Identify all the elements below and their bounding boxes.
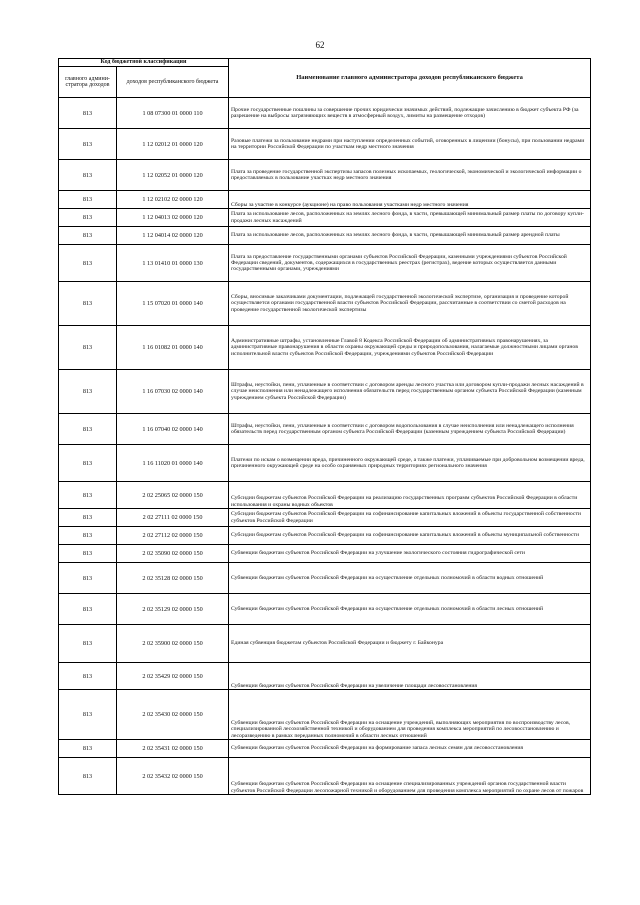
income-code-cell: 1 12 04014 02 0000 120 [117,227,229,245]
table-row [59,209,591,227]
header-code-column: доходов республиканского бюджета [117,67,229,98]
table-row [59,326,591,370]
table-row [59,414,591,445]
table-row [59,160,591,191]
income-name-cell: Разовые платежи за пользование недрами при наступлении определенных событий, оговоренных в лицензии (бонусы), при пользовании недрами на территории Российской Федерации по участкам недр местного значения [229,129,591,160]
income-code-cell: 1 15 07020 01 0000 140 [117,282,229,326]
admin-code-cell: 813 [59,663,117,690]
income-code-cell: 2 02 35129 02 0000 150 [117,594,229,625]
income-code-cell: 1 12 04013 02 0000 120 [117,209,229,227]
admin-code-cell: 813 [59,370,117,414]
income-code-cell: 2 02 35128 02 0000 150 [117,563,229,594]
table-row [59,509,591,527]
budget-classification-table [58,58,591,795]
table-row [59,740,591,758]
table-row [59,98,591,129]
table-row [59,445,591,482]
admin-code-cell: 813 [59,209,117,227]
income-code-cell: 2 02 35430 02 0000 150 [117,690,229,740]
income-name-cell: Единая субвенция бюджетам субъектов Российской Федерации и бюджету г. Байконура [229,625,591,663]
table-row [59,663,591,690]
table-row [59,191,591,209]
admin-code-cell: 813 [59,527,117,545]
admin-code-cell: 813 [59,160,117,191]
income-code-cell: 2 02 35900 02 0000 150 [117,625,229,663]
income-code-cell: 1 12 02052 01 0000 120 [117,160,229,191]
income-code-cell: 1 13 01410 01 0000 130 [117,245,229,282]
income-name-cell: Плата за использование лесов, расположенных на землях лесного фонда, в части, превышающей минимальный размер арендной платы [229,227,591,245]
admin-code-cell: 813 [59,326,117,370]
income-code-cell: 1 12 02012 01 0000 120 [117,129,229,160]
admin-code-cell: 813 [59,98,117,129]
admin-code-cell: 813 [59,563,117,594]
table-row [59,625,591,663]
income-name-cell: Платежи по искам о возмещении вреда, причиненного окружающей среде, а также платежи, уплачиваемые при добровольном возмещении вреда, причиненного окружающей среде на особо охраняемых природных территориях регионального значения [229,445,591,482]
table-row [59,370,591,414]
income-name-cell: Штрафы, неустойки, пени, уплаченные в соответствии с договором аренды лесного участка или договором купли-продажи лесных насаждений в случае неисполнения или ненадлежащего исполнения обязательств перед государственным органом субъекта Российской Федерации (казенным учреждением субъекта Российской Федерации) [229,370,591,414]
admin-code-cell: 813 [59,594,117,625]
income-name-cell: Плата за предоставление государственными органами субъектов Российской Федерации, казенными учреждениями субъектов Российской Федерации сведений, документов, содержащихся в государственных реестрах (регистрах), ведение которых осуществляется данными государственными органами, учреждениями [229,245,591,282]
table-row [59,227,591,245]
income-code-cell: 2 02 27111 02 0000 150 [117,509,229,527]
page-number: 62 [315,40,325,50]
income-name-cell: Субсидии бюджетам субъектов Российской Федерации на софинансирование капитальных вложений в объекты государственной собственности субъектов Российской Федерации [229,509,591,527]
header-name-column: Наименование главного администратора доходов республиканского бюджета [229,59,591,98]
income-code-cell: 1 16 01082 01 0000 140 [117,326,229,370]
admin-code-cell: 813 [59,740,117,758]
table-row [59,527,591,545]
admin-code-cell: 813 [59,129,117,160]
income-code-cell: 2 02 35429 02 0000 150 [117,663,229,690]
table-row [59,758,591,795]
table-row [59,129,591,160]
income-code-cell: 2 02 27112 02 0000 150 [117,527,229,545]
income-name-cell: Субвенции бюджетам субъектов Российской Федерации на увеличение площади лесовосстановления [229,663,591,690]
table-row [59,690,591,740]
admin-code-cell: 813 [59,758,117,795]
income-code-cell: 2 02 35431 02 0000 150 [117,740,229,758]
admin-code-cell: 813 [59,482,117,509]
income-name-cell: Штрафы, неустойки, пени, уплаченные в соответствии с договором водопользования в случае неисполнения или ненадлежащего исполнения обязательств перед государственным органом субъекта Российской Федерации (казенным учреждением субъекта Российской Федерации) [229,414,591,445]
income-name-cell: Сборы, вносимые заказчиками документации, подлежащей государственной экологической экспертизе, организация и проведение которой осуществляется органами государственной власти субъектов Российской Федерации, рассчитанные в соответствии со сметой расходов на проведение государственной экологической экспертизы [229,282,591,326]
admin-code-cell: 813 [59,227,117,245]
income-name-cell: Субвенции бюджетам субъектов Российской Федерации на оснащение учреждений, выполняющих мероприятия по воспроизводству лесов, специализированной лесохозяйственной техникой и оборудованием для проведения комплекса мероприятий по лесовосстановлению и лесоразведению в рамках переданных полномочий в области лесных отношений [229,690,591,740]
table-row [59,482,591,509]
income-code-cell: 1 16 11020 01 0000 140 [117,445,229,482]
income-code-cell: 2 02 35432 02 0000 150 [117,758,229,795]
income-code-cell: 1 08 07300 01 0000 110 [117,98,229,129]
admin-code-cell: 813 [59,690,117,740]
income-name-cell: Субвенции бюджетам субъектов Российской Федерации на формирование запаса лесных семян для лесовосстановления [229,740,591,758]
income-name-cell: Плата за проведение государственной экспертизы запасов полезных ископаемых, геологической, экономической и экологической информации о предоставляемых в пользование участках недр местного значения [229,160,591,191]
admin-code-cell: 813 [59,625,117,663]
income-name-cell: Прочие государственные пошлины за совершение прочих юридически значимых действий, подлежащие зачислению в бюджет субъекта РФ (за разрешение на выбросы загрязняющих веществ в атмосферный воздух, лимиты на размещение отходов) [229,98,591,129]
income-name-cell: Субвенции бюджетам субъектов Российской Федерации на осуществление отдельных полномочий в области лесных отношений [229,594,591,625]
admin-code-cell: 813 [59,509,117,527]
table-row [59,282,591,326]
admin-code-cell: 813 [59,445,117,482]
table-row [59,563,591,594]
income-name-cell: Субсидии бюджетам субъектов Российской Федерации на реализацию государственных программ субъектов Российской Федерации в области использования и охраны водных объектов [229,482,591,509]
income-name-cell: Субсидии бюджетам субъектов Российской Федерации на софинансирование капитальных вложений в объекты муниципальной собственности [229,527,591,545]
income-name-cell: Сборы за участие в конкурсе (аукционе) на право пользования участками недр местного значения [229,191,591,209]
income-code-cell: 2 02 25065 02 0000 150 [117,482,229,509]
income-name-cell: Субвенции бюджетам субъектов Российской Федерации на осуществление отдельных полномочий в области водных отношений [229,563,591,594]
admin-code-cell: 813 [59,191,117,209]
income-code-cell: 1 12 02102 02 0000 120 [117,191,229,209]
income-name-cell: Субвенции бюджетам субъектов Российской Федерации на оснащение специализированных учреждений органов государственной власти субъектов Российской Федерации лесопожарной техникой и оборудованием для проведения комплекса мероприятий по охране лесов от пожаров [229,758,591,795]
income-code-cell: 2 02 35090 02 0000 150 [117,545,229,563]
income-code-cell: 1 16 07040 02 0000 140 [117,414,229,445]
header-group-title: Код бюджетной классификации [59,59,229,67]
table-row [59,545,591,563]
income-name-cell: Плата за использование лесов, расположенных на землях лесного фонда, в части, превышающей минимальный размер платы по договору купли-продажи лесных насаждений [229,209,591,227]
admin-code-cell: 813 [59,545,117,563]
table-row [59,594,591,625]
income-name-cell: Административные штрафы, установленные Главой 8 Кодекса Российской Федерации об административных правонарушениях, за административные правонарушения в области охраны окружающей среды и природопользования, налагаемые должностными лицами органов исполнительной власти субъектов Российской Федерации, учреждениями субъектов Российской Федерации [229,326,591,370]
income-code-cell: 1 16 07030 02 0000 140 [117,370,229,414]
header-admin-column: главного админи-стратора доходов [59,67,117,98]
admin-code-cell: 813 [59,245,117,282]
admin-code-cell: 813 [59,282,117,326]
admin-code-cell: 813 [59,414,117,445]
table-row [59,245,591,282]
income-name-cell: Субвенции бюджетам субъектов Российской Федерации на улучшение экологического состояния гидрографической сети [229,545,591,563]
